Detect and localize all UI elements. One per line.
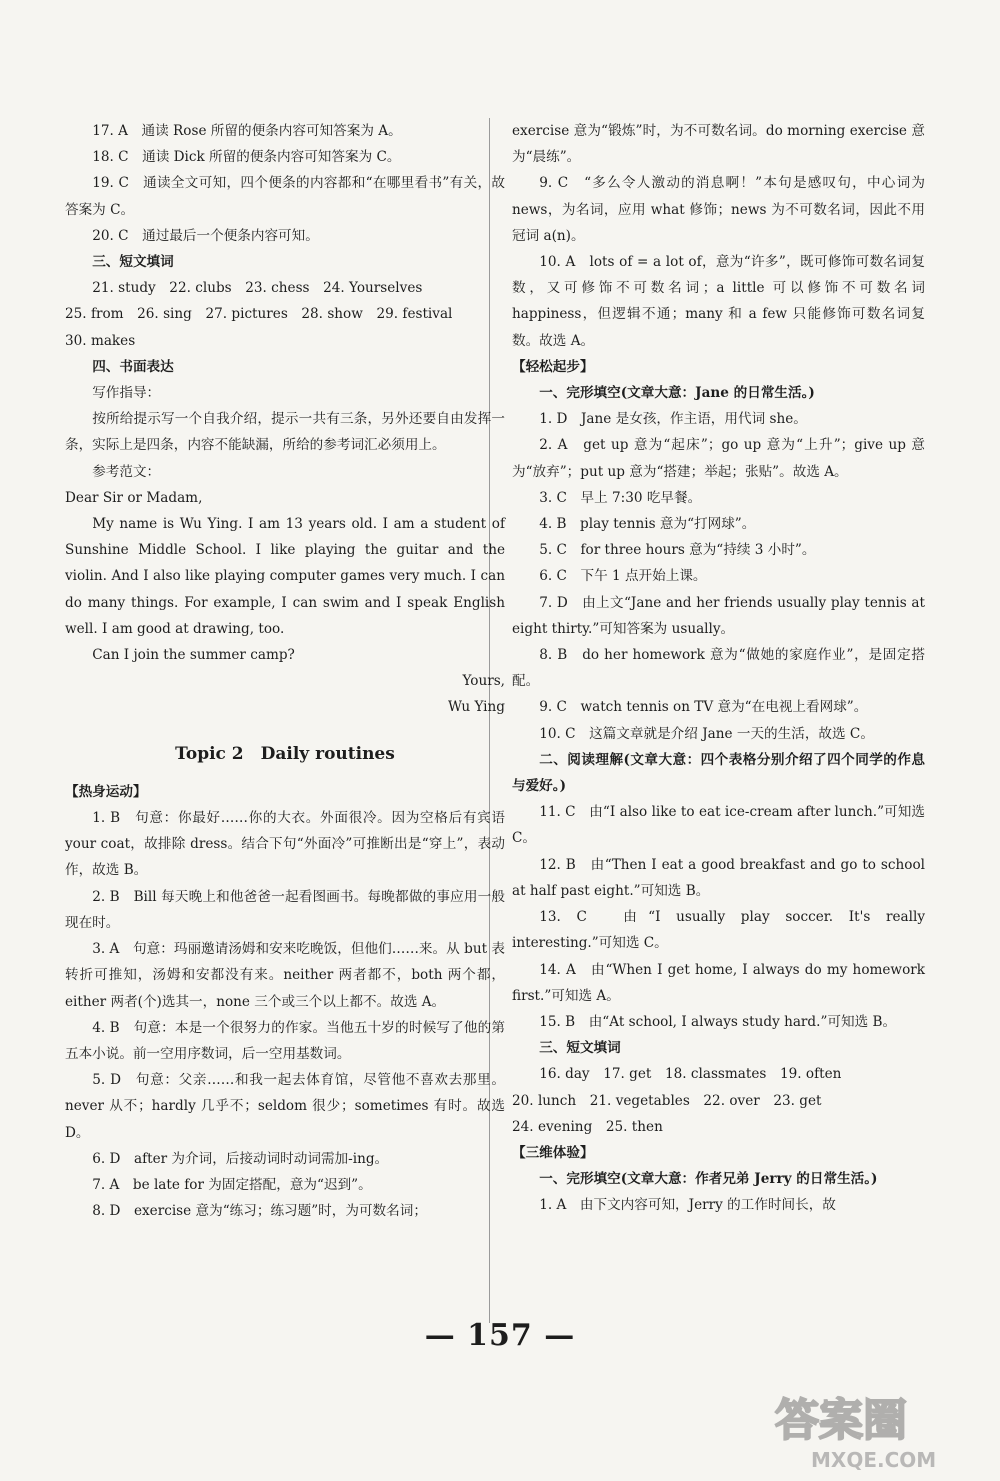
answer-paragraph: 17. A 通读 Rose 所留的便条内容可知答案为 A。 [92, 123, 402, 139]
answer-paragraph: 按所给提示写一个自我介绍，提示一共有三条，另外还要自由发挥一条，实际上是四条，内容不能缺漏，所给的参考词汇必须用上。 [65, 411, 505, 454]
answer-paragraph: My name is Wu Ying. I am 13 years old. I am a student of Sunshine Middle School. I like playing the guitar and the violin. And I also like playing computer games very much. I can do many things. For example, I can swim and I speak English well. I am good at drawing, too. [65, 516, 505, 637]
watermark-url: MXQE.COM [811, 1448, 937, 1472]
answer-paragraph: 5. C for three hours 意为“持续 3 小时”。 [539, 542, 816, 559]
answer-paragraph: 20. C 通过最后一个便条内容可知。 [92, 227, 319, 244]
answer-paragraph: 15. B 由“At school, I always study hard.”可知选 B。 [539, 1013, 897, 1030]
answer-paragraph: 12. B 由“Then I eat a good breakfast and go to school at half past eight.”可知选 B。 [512, 856, 925, 899]
section-heading: 四、书面表达 [92, 358, 174, 375]
section-heading: 一、完形填空(文章大意：作者兄弟 Jerry 的日常生活。) [539, 1171, 878, 1188]
answer-paragraph: 10. C 这篇文章就是介绍 Jane 一天的生活，故选 C。 [539, 725, 874, 742]
answer-paragraph: 8. D exercise 意为“练习；练习题”时，为可数名词； [92, 1203, 427, 1220]
answer-paragraph: Dear Sir or Madam, [65, 489, 203, 506]
answer-paragraph: 3. C 早上 7:30 吃早餐。 [539, 489, 702, 506]
answer-paragraph: 16. day 17. get 18. classmates 19. often [539, 1066, 842, 1083]
watermark-logo [767, 1383, 982, 1473]
answer-paragraph: 9. C “多么令人激动的消息啊！”本句是感叹句，中心词为 news，为名词，应用 what 修饰；news 为不可数名词，因此不用冠词 a(n)。 [512, 175, 925, 244]
answer-paragraph: 3. A 句意：玛丽邀请汤姆和安来吃晚饭，但他们……来。从 but 表转折可推知，汤姆和安都没有来。neither 两者都不，both 两个都，either 两者(个)选其一，none 三个或三个以上都不。故选 A。 [65, 941, 505, 1010]
right-column [512, 118, 925, 1219]
section-heading: 【三维体验】 [512, 1144, 594, 1161]
answer-paragraph: exercise 意为“锻炼”时，为不可数名词。do morning exercise 意为“晨练”。 [512, 123, 925, 166]
answer-paragraph: 写作指导： [92, 385, 161, 402]
answer-paragraph: 6. C 下午 1 点开始上课。 [539, 568, 707, 585]
answer-paragraph: 参考范文： [92, 463, 161, 480]
section-heading: 一、完形填空(文章大意：Jane 的日常生活。) [539, 385, 815, 402]
left-column [65, 118, 505, 1224]
answer-paragraph: Can I join the summer camp? [92, 647, 295, 664]
answer-paragraph: 18. C 通读 Dick 所留的便条内容可知答案为 C。 [92, 149, 401, 166]
answer-paragraph: 24. evening 25. then [512, 1118, 663, 1135]
answer-paragraph: 7. D 由上文“Jane and her friends usually play tennis at eight thirty.”可知答案为 usually。 [512, 594, 925, 637]
answer-paragraph: 25. from 26. sing 27. pictures 28. show 29. festival [65, 306, 453, 323]
answer-paragraph: 8. B do her homework 意为“做她的家庭作业”，是固定搭配。 [512, 647, 925, 690]
answer-paragraph: 5. D 句意：父亲……和我一起去体育馆，尽管他不喜欢去那里。never 从不；hardly 几乎不；seldom 很少；sometimes 有时。故选 D。 [65, 1072, 505, 1141]
answer-paragraph: 4. B 句意：本是一个很努力的作家。当他五十岁的时候写了他的第五本小说。前一空用序数词，后一空用基数词。 [65, 1019, 505, 1062]
answer-paragraph: 14. A 由“When I get home, I always do my homework first.”可知选 A。 [512, 961, 925, 1004]
section-heading: 三、短文填词 [539, 1040, 621, 1057]
answer-paragraph: 13. C 由“I usually play soccer. It's really interesting.”可知选 C。 [512, 909, 925, 952]
section-heading: 三、短文填词 [92, 254, 174, 271]
answer-paragraph: 9. C watch tennis on TV 意为“在电视上看网球”。 [539, 699, 868, 716]
answer-paragraph: 30. makes [65, 332, 136, 349]
answer-paragraph: Wu Ying [447, 699, 505, 716]
answer-paragraph: Yours, [462, 673, 505, 690]
answer-paragraph: 20. lunch 21. vegetables 22. over 23. get [512, 1092, 822, 1109]
watermark-text: 答案圈 [775, 1395, 907, 1446]
topic-heading: Topic 2 Daily routines [175, 743, 395, 764]
answer-paragraph: 7. A be late for 为固定搭配，意为“迟到”。 [92, 1176, 372, 1193]
section-heading: 【轻松起步】 [512, 358, 594, 375]
answer-paragraph: 21. study 22. clubs 23. chess 24. Yourselves [92, 280, 423, 297]
answer-paragraph: 11. C 由“I also like to eat ice-cream after lunch.”可知选 C。 [512, 804, 925, 847]
answer-paragraph: 6. D after 为介词，后接动词时动词需加-ing。 [92, 1150, 389, 1167]
answer-paragraph: 1. D Jane 是女孩，作主语，用代词 she。 [539, 411, 807, 428]
section-heading: 二、阅读理解(文章大意：四个表格分别介绍了四个同学的作息与爱好。) [512, 751, 925, 795]
answer-paragraph: 2. A get up 意为“起床”；go up 意为“上升”；give up 意为“放弃”；put up 意为“搭建；举起；张贴”。故选 A。 [512, 437, 925, 480]
answer-paragraph: 10. A lots of = a lot of，意为“许多”，既可修饰可数名词复数，又可修饰不可数名词；a little 可以修饰不可数名词 happiness，但逻辑不通；many 和 a few 只能修饰可数名词复数。故选 A。 [512, 254, 925, 349]
answer-paragraph: 2. B Bill 每天晚上和他爸爸一起看图画书。每晚都做的事应用一般现在时。 [65, 888, 505, 931]
section-heading: 【热身运动】 [65, 783, 147, 800]
page-number: — 157 — [424, 1318, 576, 1353]
answer-paragraph: 19. C 通读全文可知，四个便条的内容都和“在哪里看书”有关，故答案为 C。 [65, 175, 505, 218]
answer-paragraph: 1. B 句意：你最好……你的大衣。外面很冷。因为空格后有宾语 your coat，故排除 dress。结合下句“外面冷”可推断出是“穿上”，表动作，故选 B。 [65, 810, 505, 879]
answer-paragraph: 1. A 由下文内容可知，Jerry 的工作时间长，故 [539, 1197, 836, 1214]
answer-paragraph: 4. B play tennis 意为“打网球”。 [539, 516, 756, 533]
